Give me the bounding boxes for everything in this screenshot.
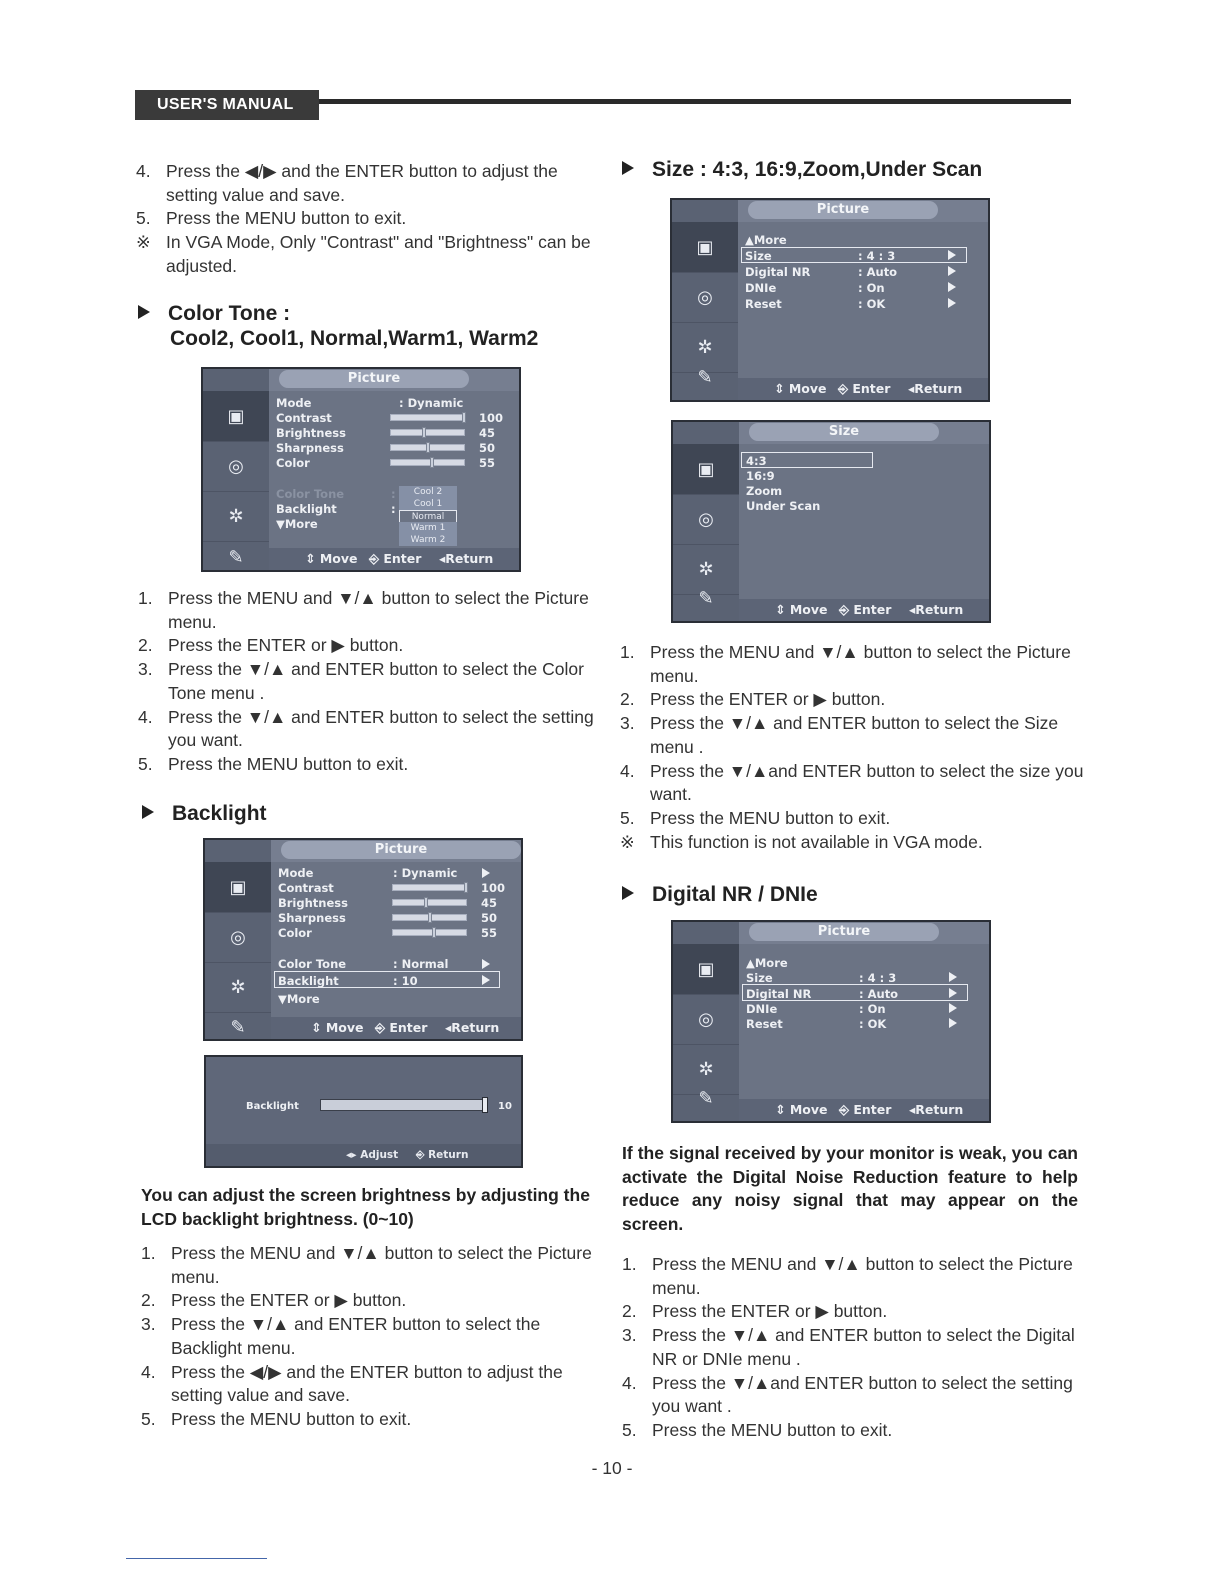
list-item: 2. Press the ENTER or ▶ button. xyxy=(620,689,886,710)
osd-title: Picture xyxy=(748,201,938,219)
osd-row-value: : Dynamic xyxy=(399,396,464,410)
osd-row-value: : OK xyxy=(859,1017,887,1031)
list-item: 1. Press the MENU and ▼/▲ button to select the Picture menu. xyxy=(620,642,1071,686)
list-item: 4. Press the ◀/▶ and the ENTER button to adjust the setting value and save. xyxy=(136,161,558,205)
backlight-description: You can adjust the screen brightness by adjusting the LCD backlight brightness. (0~10) xyxy=(141,1185,590,1229)
arrow-right-icon xyxy=(949,1018,957,1028)
sound-icon: ◎ xyxy=(203,441,269,492)
size-steps xyxy=(618,641,1088,854)
move-hint: ⇕ Move xyxy=(311,1020,364,1035)
list-item: 3. Press the ▼/▲ and ENTER button to select the Digital NR or DNIe menu . xyxy=(622,1325,1075,1369)
osd-backlight-slider xyxy=(204,1055,523,1168)
list-item: 5. Press the MENU button to exit. xyxy=(622,1419,893,1440)
slider-knob xyxy=(462,412,466,423)
list-item: 4. Press the ◀/▶ and the ENTER button to adjust the setting value and save. xyxy=(141,1361,563,1406)
list-item: 1. Press the MENU and ▼/▲ button to select the Picture menu. xyxy=(141,1243,592,1287)
osd-row-value: : Normal xyxy=(393,957,449,971)
osd-row-value: 45 xyxy=(481,896,498,910)
osd-colortone-menu xyxy=(201,367,521,572)
list-item: 3. Press the ▼/▲ and ENTER button to select the Size menu . xyxy=(620,713,1059,757)
list-item: 2. Press the ENTER or ▶ button. xyxy=(622,1301,888,1322)
brightness-bar xyxy=(390,429,465,436)
osd-size-menu xyxy=(671,420,991,623)
osd-row-label: Digital NR xyxy=(745,265,811,279)
enter-hint: ⎆ Enter xyxy=(839,602,892,617)
colortone-option[interactable]: Warm 2 xyxy=(399,534,457,546)
size-option[interactable]: Under Scan xyxy=(746,499,821,513)
triangle-bullet-icon xyxy=(138,305,150,319)
move-hint: ⇕ Move xyxy=(775,602,828,617)
arrow-right-icon xyxy=(482,959,490,969)
picture-icon: ▣ xyxy=(205,862,271,913)
enter-hint: ⎆ Enter xyxy=(375,1020,428,1035)
osd-footer xyxy=(206,1144,521,1166)
arrow-right-icon xyxy=(949,1003,957,1013)
osd-row-value: : On xyxy=(858,281,885,295)
slider-knob xyxy=(432,927,436,938)
osd-row-value: 50 xyxy=(481,911,498,925)
osd-row-label: Mode xyxy=(278,866,314,880)
input-icon: ✎ xyxy=(673,572,739,623)
colortone-option-selected[interactable]: Normal xyxy=(399,510,457,524)
osd-row-value: 55 xyxy=(481,926,498,940)
setup-gear-icon: ✲ xyxy=(673,1044,739,1095)
osd-row-label: Color Tone xyxy=(278,957,347,971)
return-hint: ◂Return xyxy=(439,551,494,566)
list-item: 2. Press the ENTER or ▶ button. xyxy=(141,1290,407,1311)
triangle-bullet-icon xyxy=(622,161,634,175)
arrow-right-icon xyxy=(482,975,490,985)
osd-row-label: Sharpness xyxy=(276,441,344,455)
arrow-right-icon xyxy=(482,868,490,878)
list-item: 1. Press the MENU and ▼/▲ button to select the Picture menu. xyxy=(622,1254,1073,1298)
setup-gear-icon: ✲ xyxy=(673,544,739,595)
return-hint: ◂Return xyxy=(908,381,963,396)
osd-title: Picture xyxy=(279,370,469,388)
osd-footer xyxy=(738,378,988,400)
backlight-slider-track[interactable] xyxy=(320,1099,488,1111)
color-bar xyxy=(390,459,465,466)
list-item: 5. Press the MENU button to exit. xyxy=(136,208,407,229)
size-option[interactable]: Zoom xyxy=(746,484,783,498)
move-hint: ⇕ Move xyxy=(305,551,358,566)
osd-row-label: Brightness xyxy=(276,426,346,440)
arrow-right-icon xyxy=(948,266,956,276)
input-icon: ✎ xyxy=(203,541,269,572)
list-item: 2. Press the ENTER or ▶ button. xyxy=(138,635,404,656)
brightness-bar xyxy=(392,899,467,906)
osd-dnr-menu xyxy=(671,920,991,1123)
sound-icon: ◎ xyxy=(673,994,739,1045)
list-item: 3. Press the ▼/▲ and ENTER button to select the Backlight menu. xyxy=(141,1314,541,1358)
enter-hint: ⎆ Enter xyxy=(839,1102,892,1117)
slider-knob xyxy=(430,457,434,468)
color-tone-steps xyxy=(136,587,596,777)
slider-knob xyxy=(424,897,428,908)
slider-knob xyxy=(426,442,430,453)
osd-row-label: Reset xyxy=(745,297,782,311)
osd-row-label[interactable]: Size xyxy=(745,249,772,263)
color-bar xyxy=(392,929,467,936)
osd-backlight-menu xyxy=(203,838,523,1041)
header-tab: USER'S MANUAL xyxy=(135,90,319,120)
osd-footer xyxy=(739,1099,989,1121)
list-item: 4. Press the ▼/▲and ENTER button to select the size you want. xyxy=(620,760,1084,805)
dnr-description: If the signal received by your monitor is weak, you can activate the Digital Noise Reduction feature to help reduce any noisy signal that may appear on the screen. xyxy=(622,1143,1078,1234)
osd-row-value: : OK xyxy=(858,297,886,311)
osd-row-value: 55 xyxy=(479,456,496,470)
osd-row-value: : xyxy=(391,502,396,516)
list-item: ※ In VGA Mode, Only "Contrast" and "Brightness" can be adjusted. xyxy=(136,232,591,276)
picture-icon: ▣ xyxy=(673,444,739,495)
list-item: 5. Press the MENU button to exit. xyxy=(620,807,891,828)
osd-row-label: Color xyxy=(276,456,310,470)
input-icon: ✎ xyxy=(205,1012,271,1041)
adjust-hint: ◂▸ Adjust xyxy=(346,1149,399,1161)
contrast-bar xyxy=(390,414,465,421)
list-item: 5. Press the MENU button to exit. xyxy=(138,753,409,774)
list-item: 3. Press the ▼/▲ and ENTER button to select the Color Tone menu . xyxy=(138,659,584,703)
size-option[interactable]: 4:3 xyxy=(746,454,767,468)
slider-knob xyxy=(428,912,432,923)
colortone-option[interactable]: Cool 2 xyxy=(399,486,457,498)
list-item: 1. Press the MENU and ▼/▲ button to select the Picture menu. xyxy=(138,588,589,632)
osd-sidebar xyxy=(203,369,269,570)
dnr-heading: Digital NR / DNIe xyxy=(622,882,818,908)
osd-row-label: Contrast xyxy=(278,881,334,895)
osd-footer xyxy=(271,1017,521,1039)
input-icon: ✎ xyxy=(673,1072,739,1123)
osd-row-value: 45 xyxy=(479,426,496,440)
osd-title: Picture xyxy=(749,923,939,941)
arrow-right-icon xyxy=(948,250,956,260)
header-rule xyxy=(319,99,1071,104)
move-hint: ⇕ Move xyxy=(774,381,827,396)
list-item: ※ This function is not available in VGA mode. xyxy=(620,831,983,852)
contrast-bar xyxy=(392,884,467,891)
colortone-option[interactable]: Warm 1 xyxy=(399,522,457,534)
osd-row-label: DNIe xyxy=(746,1002,778,1016)
backlight-heading: Backlight xyxy=(142,801,267,827)
osd-footer xyxy=(739,599,989,621)
arrow-right-icon xyxy=(948,282,956,292)
osd-row-label: Size xyxy=(746,971,773,985)
osd-row-value: : On xyxy=(859,1002,886,1016)
osd-row-label: DNIe xyxy=(745,281,777,295)
setup-gear-icon: ✲ xyxy=(205,962,271,1013)
osd-row-label[interactable]: Backlight xyxy=(278,974,339,988)
size-heading: Size : 4:3, 16:9,Zoom,Under Scan xyxy=(622,157,982,183)
osd-row-label[interactable]: Digital NR xyxy=(746,987,812,1001)
move-hint: ⇕ Move xyxy=(775,1102,828,1117)
osd-row-label: ▲More xyxy=(746,956,788,970)
osd-row-label: Color Tone xyxy=(276,487,345,501)
triangle-bullet-icon xyxy=(142,805,154,819)
setup-gear-icon: ✲ xyxy=(203,491,269,542)
color-tone-subheading: Cool2, Cool1, Normal,Warm1, Warm2 xyxy=(170,327,539,350)
slider-label: Backlight xyxy=(246,1101,299,1112)
osd-row-label: Backlight xyxy=(276,502,337,516)
return-hint: ◂Return xyxy=(909,602,964,617)
setup-gear-icon: ✲ xyxy=(672,322,738,373)
osd-row-value: 50 xyxy=(479,441,496,455)
slider-knob xyxy=(422,427,426,438)
osd-row-label: ▼More xyxy=(276,517,318,531)
color-tone-heading: Color Tone : xyxy=(138,301,290,327)
osd-title: Size xyxy=(749,423,939,441)
osd-title: Picture xyxy=(281,841,521,859)
slider-value: 10 xyxy=(498,1101,512,1112)
osd-row-label: Sharpness xyxy=(278,911,346,925)
osd-row-value: : Auto xyxy=(859,987,899,1001)
osd-row-value: : 10 xyxy=(393,974,418,988)
osd-size-picture-menu xyxy=(670,198,990,402)
return-hint: ⎆ Return xyxy=(416,1149,469,1161)
osd-row-value: 100 xyxy=(479,411,504,425)
sound-icon: ◎ xyxy=(205,912,271,963)
enter-hint: ⎆ Enter xyxy=(369,551,422,566)
sound-icon: ◎ xyxy=(673,494,739,545)
arrow-right-icon xyxy=(949,972,957,982)
dnr-steps xyxy=(620,1253,1090,1443)
osd-row-label: Reset xyxy=(746,1017,783,1031)
footer-rule xyxy=(126,1558,267,1559)
osd-row-label: ▼More xyxy=(278,992,320,1006)
return-hint: ◂Return xyxy=(909,1102,964,1117)
selection-highlight xyxy=(741,247,967,263)
osd-row-label: Mode xyxy=(276,396,312,410)
osd-row-value: 100 xyxy=(481,881,506,895)
return-hint: ◂Return xyxy=(445,1020,500,1035)
osd-row-value: : Dynamic xyxy=(393,866,458,880)
osd-row-value: : Auto xyxy=(858,265,898,279)
picture-icon: ▣ xyxy=(673,944,739,995)
backlight-steps xyxy=(139,1242,599,1432)
arrow-right-icon xyxy=(949,988,957,998)
osd-row-value: : xyxy=(391,487,396,501)
list-item: 4. Press the ▼/▲ and ENTER button to select the setting you want. xyxy=(138,706,594,751)
osd-row-label: Brightness xyxy=(278,896,348,910)
size-option[interactable]: 16:9 xyxy=(746,469,775,483)
page-number: - 10 - xyxy=(591,1458,633,1478)
arrow-right-icon xyxy=(948,298,956,308)
picture-icon: ▣ xyxy=(203,391,269,442)
osd-row-label: Color xyxy=(278,926,312,940)
slider-knob xyxy=(464,882,468,893)
slider-handle[interactable] xyxy=(482,1097,488,1113)
intro-steps xyxy=(134,160,594,279)
enter-hint: ⎆ Enter xyxy=(838,381,891,396)
osd-row-value: : 4 : 3 xyxy=(859,971,897,985)
list-item: 5. Press the MENU button to exit. xyxy=(141,1408,412,1429)
osd-row-label: ▲More xyxy=(745,233,787,247)
sound-icon: ◎ xyxy=(672,272,738,323)
list-item: 4. Press the ▼/▲and ENTER button to select the setting you want . xyxy=(622,1372,1073,1417)
input-icon: ✎ xyxy=(672,350,738,402)
colortone-option[interactable]: Cool 1 xyxy=(399,498,457,510)
osd-row-value: : 4 : 3 xyxy=(858,249,896,263)
picture-icon: ▣ xyxy=(672,222,738,273)
osd-footer xyxy=(269,548,519,570)
osd-row-label: Contrast xyxy=(276,411,332,425)
triangle-bullet-icon xyxy=(622,886,634,900)
